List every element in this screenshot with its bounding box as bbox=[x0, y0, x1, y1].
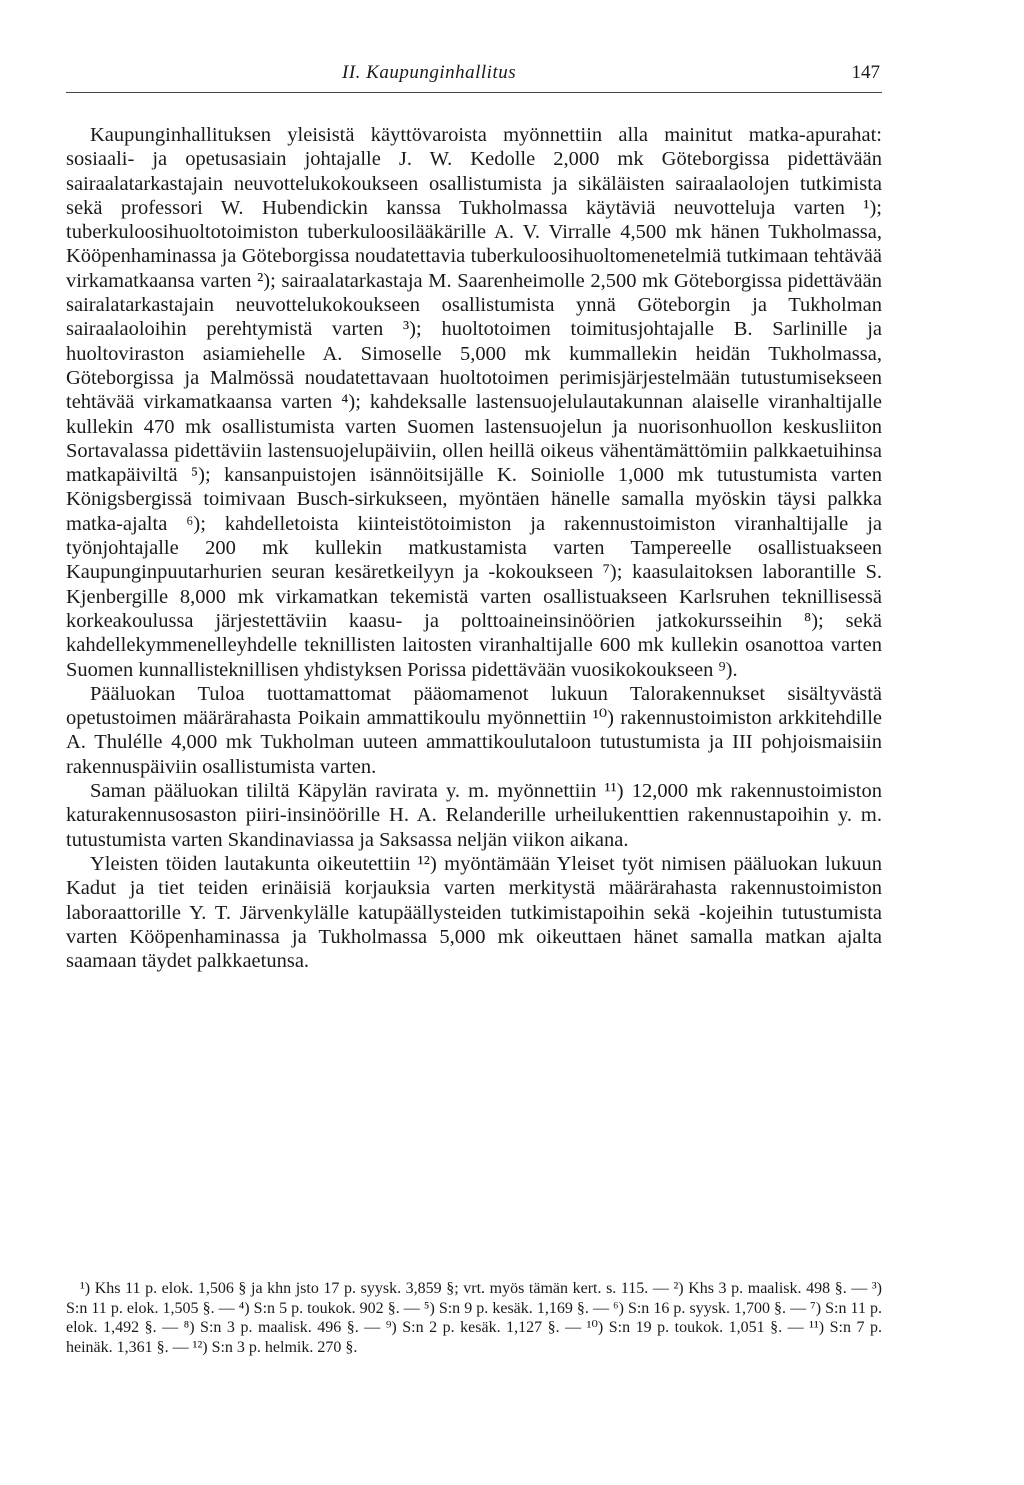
header-rule bbox=[66, 92, 882, 93]
paragraph-jarvenkyla: Yleisten töiden lautakunta oikeutettiin ¹²) myöntämään Yleiset työt nimisen pääluokan lukuun Kadut ja tiet teiden erinäisiä korjauksia varten merkitystä määrärahasta rakennustoimiston laboraattorille Y. T. Järvenkylälle katupäällysteiden tutkimistapoihin sekä -kojeihin tutustumista varten Kööpenhaminassa ja Tukholmassa 5,000 mk oikeuttaen hänet samalla matkan ajalta saamaan täydet palkkaetunsa. bbox=[66, 852, 882, 973]
paragraph-thule: Pääluokan Tuloa tuottamattomat pääomamenot lukuun Talorakennukset sisältyvästä opetustoimen määrärahasta Poikain ammattikoulu myönnettiin ¹⁰) rakennustoimiston arkkitehdille A. Thulélle 4,000 mk Tukholman uuteen ammattikoulutaloon tutustumista ja III pohjoismaisiin rakennuspäiviin osallistumista varten. bbox=[66, 682, 882, 778]
page-number: 147 bbox=[851, 62, 880, 83]
page-header bbox=[66, 62, 882, 92]
body-text bbox=[66, 123, 882, 973]
footnote-text: ¹) Khs 11 p. elok. 1,506 § ja khn jsto 17 p. syysk. 3,859 §; vrt. myös tämän kert. s. 115. — ²) Khs 3 p. maalisk. 498 §. — ³) S:n 11 p. elok. 1,505 §. — ⁴) S:n 5 p. toukok. 902 §. — ⁵) S:n 9 p. kesäk. 1,169 §. — ⁶) S:n 16 p. syysk. 1,700 §. — ⁷) S:n 11 p. elok. 1,492 §. — ⁸) S:n 3 p. maalisk. 496 §. — ⁹) S:n 2 p. kesäk. 1,127 §. — ¹⁰) S:n 19 p. toukok. 1,051 §. — ¹¹) S:n 7 p. heinäk. 1,361 §. — ¹²) S:n 3 p. helmik. 270 §. bbox=[66, 1280, 882, 1356]
paragraph-relander: Saman pääluokan tililtä Käpylän ravirata y. m. myönnettiin ¹¹) 12,000 mk rakennustoimiston katurakennusosaston piiri-insinöörille H. A. Relanderille urheilukenttien rakennustapoihin y. m. tutustumista varten Skandinaviassa ja Saksassa neljän viikon aikana. bbox=[66, 780, 882, 851]
running-title: II. Kaupunginhallitus bbox=[342, 62, 517, 83]
footnotes bbox=[66, 1279, 882, 1357]
paragraph-travel-grants: Kaupunginhallituksen yleisistä käyttövaroista myönnettiin alla mainitut matka-apurahat: sosiaali- ja opetusasiain johtajalle J. W. Kedolle 2,000 mk Göteborgissa pidettävään sairaalatarkastajain neuvottelukokoukseen osallistumista ja sikäläisten sairaalaolojen tutkimista sekä professori W. Hubendickin kanssa Tukholmassa käytäviä neuvotteluja varten ¹); tuberkuloosihuoltotoimiston tuberkuloosilääkärille A. V. Virralle 4,500 mk hänen Tukholmassa, Kööpenhaminassa ja Göteborgissa noudatettavia tuberkuloosihuoltomenetelmiä tutkimaan tehtävää virkamatkaansa varten ²); sairaalatarkastaja M. Saarenheimolle 2,500 mk Göteborgissa pidettävään sairalatarkastajain neuvottelukokoukseen osallistumista ynnä Göteborgin ja Tukholman sairaalaoloihin perehtymistä varten ³); huoltotoimen toimitusjohtajalle B. Sarlinille ja huoltoviraston asiamiehelle A. Simoselle 5,000 mk kummallekin heidän Tukholmassa, Göteborgissa ja Malmössä noudatettavaan huoltotoimen perimisjärjestelmään tutustumisekseen tehtävää virkamatkaansa varten ⁴); kahdeksalle lastensuojelulautakunnan alaiselle viranhaltijalle kullekin 470 mk osallistumista varten Suomen lastensuojelun ja nuorisonhuollon keskusliiton Sortavalassa pidettäviin lastensuojelupäiviin, ollen heillä oikeus vähentämättömiin palkkaetuihinsa matkapäiviltä ⁵); kansanpuistojen isännöitsijälle K. Soiniolle 1,000 mk tutustumista varten Königsbergissä toimivaan Busch-sirkukseen, myöntäen hänelle samalla myöskin täysi palkka matka-ajalta ⁶); kahdelletoista kiinteistötoimiston ja rakennustoimiston viranhaltijalle ja työnjohtajalle 200 mk kullekin matkustamista varten Tampereelle osallistuakseen Kaupunginpuutarhurien seuran kesäretkeilyyn ja -kokoukseen ⁷); kaasulaitoksen laborantille S. Kjenbergille 8,000 mk virkamatkan tekemistä varten osallistuakseen Karlsruhen teknillisessä korkeakoulussa järjestettäviin kaasu- ja polttoaineinsinöörien jatkokursseihin ⁸); sekä kahdellekymmenelleyhdelle teknillisten laitosten viranhaltijalle 600 mk kullekin osanottoa varten Suomen kunnallisteknillisen yhdistyksen Porissa pidettävään vuosikokoukseen ⁹). bbox=[66, 124, 882, 681]
